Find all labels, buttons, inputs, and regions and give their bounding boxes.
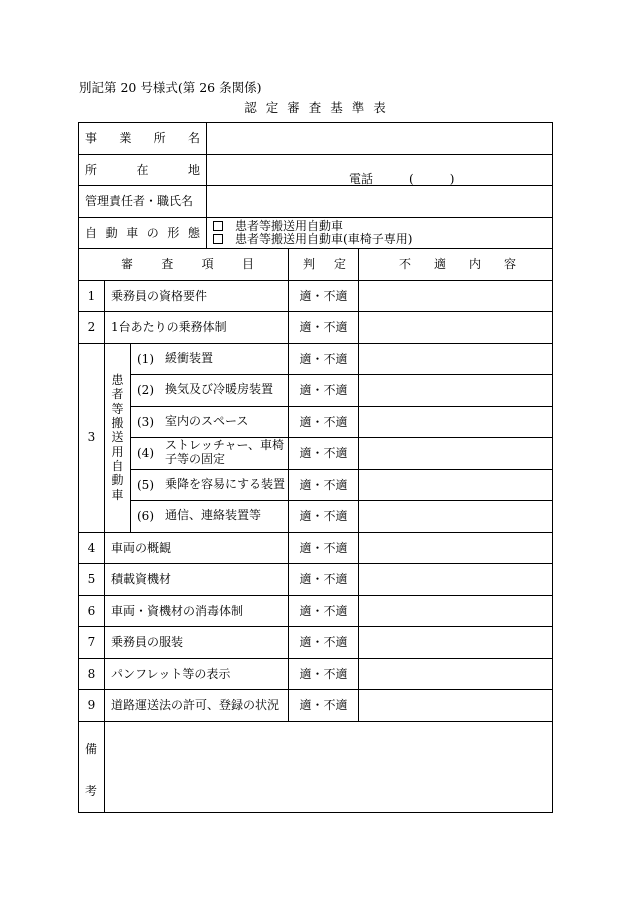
- office-label-char: 所: [153, 131, 166, 146]
- sub-item-label: 緩衝装置: [165, 350, 214, 365]
- judgment-cell[interactable]: 適・不適: [289, 627, 359, 659]
- group-label-char: 等: [111, 401, 124, 416]
- vehicle-type-option[interactable]: [207, 220, 552, 233]
- sub-item: [131, 343, 289, 375]
- item-label: 乗務員の資格要件: [105, 280, 289, 312]
- column-header-judgment-char: 判: [303, 257, 316, 272]
- item-label: パンフレット等の表示: [105, 658, 289, 690]
- remarks-label-char: 考: [85, 783, 98, 798]
- item-number: 7: [79, 627, 105, 659]
- sub-item-label: ストレッチャー、車椅子等の固定: [165, 438, 285, 467]
- sub-item-label: 通信、連絡装置等: [165, 508, 262, 523]
- sub-item: [131, 375, 289, 407]
- vehicle-type-option-label: 患者等搬送用自動車(車椅子専用): [235, 231, 413, 246]
- group-label-char: 送: [111, 430, 124, 445]
- review-criteria-table: [78, 122, 553, 813]
- judgment-cell[interactable]: 適・不適: [289, 280, 359, 312]
- phone-label: 電話: [349, 171, 374, 186]
- judgment-cell[interactable]: 適・不適: [289, 469, 359, 501]
- sub-item-label: 室内のスペース: [165, 413, 249, 428]
- judgment-cell[interactable]: 適・不適: [289, 438, 359, 470]
- office-label-char: 業: [119, 131, 132, 146]
- column-header-deficiency-char: 内: [469, 257, 482, 272]
- judgment-cell[interactable]: 適・不適: [289, 595, 359, 627]
- sub-item: [131, 469, 289, 501]
- vehicle-type-label-char: 車: [126, 225, 139, 240]
- judgment-cell[interactable]: 適・不適: [289, 532, 359, 564]
- column-header-item-char: 目: [241, 257, 254, 272]
- group-label-char: 者: [111, 387, 124, 402]
- sub-item-label: 換気及び冷暖房装置: [165, 382, 274, 397]
- sub-item-number: (5): [137, 477, 154, 492]
- group-label-char: 自: [111, 459, 124, 474]
- column-header-deficiency-char: 不: [399, 257, 412, 272]
- item-label: 道路運送法の許可、登録の状況: [105, 690, 289, 722]
- deficiency-cell[interactable]: [359, 406, 553, 438]
- deficiency-cell[interactable]: [359, 312, 553, 344]
- group-label-vertical: [105, 343, 131, 532]
- vehicle-type-label-char: 態: [187, 225, 200, 240]
- sub-item-number: (2): [137, 383, 154, 398]
- location-field[interactable]: [207, 154, 553, 186]
- judgment-cell[interactable]: 適・不適: [289, 658, 359, 690]
- office-label-char: 事: [85, 131, 98, 146]
- sub-item: [131, 501, 289, 533]
- column-header-deficiency-char: 適: [434, 257, 447, 272]
- remarks-field[interactable]: [105, 721, 553, 812]
- group-label-char: 用: [111, 444, 124, 459]
- judgment-cell[interactable]: 適・不適: [289, 312, 359, 344]
- group-label-char: 車: [111, 487, 124, 502]
- item-number: 1: [79, 280, 105, 312]
- vehicle-type-option[interactable]: [207, 233, 552, 246]
- deficiency-cell[interactable]: [359, 564, 553, 596]
- deficiency-cell[interactable]: [359, 532, 553, 564]
- deficiency-cell[interactable]: [359, 438, 553, 470]
- item-label: 車両・資機材の消毒体制: [105, 595, 289, 627]
- item-number: 9: [79, 690, 105, 722]
- item-number: 4: [79, 532, 105, 564]
- manager-label: 管理責任者・職氏名: [79, 186, 207, 218]
- item-label: 1台あたりの乗務体制: [105, 312, 289, 344]
- vehicle-type-label: [79, 217, 207, 249]
- column-header-deficiency-char: 容: [504, 257, 517, 272]
- sub-item-label: 乗降を容易にする装置: [165, 476, 286, 491]
- item-number: 3: [79, 343, 105, 532]
- sub-item-number: (6): [137, 509, 154, 524]
- judgment-cell[interactable]: 適・不適: [289, 406, 359, 438]
- deficiency-cell[interactable]: [359, 501, 553, 533]
- vehicle-type-label-char: 自: [85, 225, 98, 240]
- location-label-char: 地: [188, 162, 201, 177]
- remarks-label-char: 備: [85, 741, 98, 756]
- vehicle-type-label-char: の: [146, 225, 159, 240]
- item-number: 5: [79, 564, 105, 596]
- column-header-item-char: 査: [161, 257, 174, 272]
- office-label-char: 名: [187, 131, 200, 146]
- judgment-cell[interactable]: 適・不適: [289, 501, 359, 533]
- column-header-item: [79, 249, 289, 281]
- judgment-cell[interactable]: 適・不適: [289, 375, 359, 407]
- location-label: [79, 154, 207, 186]
- judgment-cell[interactable]: 適・不適: [289, 343, 359, 375]
- column-header-item-char: 審: [121, 257, 134, 272]
- column-header-judgment: [289, 249, 359, 281]
- group-label-char: 搬: [111, 415, 124, 430]
- deficiency-cell[interactable]: [359, 375, 553, 407]
- sub-item-number: (4): [137, 446, 154, 461]
- vehicle-type-option-label: 患者等搬送用自動車: [235, 218, 344, 233]
- deficiency-cell[interactable]: [359, 627, 553, 659]
- office-name-field[interactable]: [207, 123, 553, 155]
- item-label: 積載資機材: [105, 564, 289, 596]
- remarks-label: [79, 721, 105, 812]
- column-header-deficiency: [359, 249, 553, 281]
- item-number: 6: [79, 595, 105, 627]
- vehicle-type-options: [207, 217, 553, 249]
- location-label-char: 所: [85, 162, 98, 177]
- deficiency-cell[interactable]: [359, 595, 553, 627]
- deficiency-cell[interactable]: [359, 469, 553, 501]
- deficiency-cell[interactable]: [359, 658, 553, 690]
- phone-area-code-parens: ( ): [409, 171, 455, 186]
- item-label: 乗務員の服装: [105, 627, 289, 659]
- sub-item: [131, 406, 289, 438]
- location-label-char: 在: [136, 162, 149, 177]
- judgment-cell[interactable]: 適・不適: [289, 690, 359, 722]
- checkbox-icon[interactable]: [213, 234, 223, 244]
- vehicle-type-label-char: 形: [167, 225, 180, 240]
- office-label: [79, 123, 207, 155]
- item-label: 車両の概観: [105, 532, 289, 564]
- group-label-char: 患: [111, 372, 124, 387]
- column-header-item-char: 項: [201, 257, 214, 272]
- deficiency-cell[interactable]: [359, 690, 553, 722]
- item-number: 8: [79, 658, 105, 690]
- form-title: 認定審査基準表: [244, 100, 395, 115]
- vehicle-type-label-char: 動: [105, 225, 118, 240]
- deficiency-cell[interactable]: [359, 343, 553, 375]
- sub-item-number: (3): [137, 414, 154, 429]
- deficiency-cell[interactable]: [359, 280, 553, 312]
- judgment-cell[interactable]: 適・不適: [289, 564, 359, 596]
- group-label-char: 動: [111, 473, 124, 488]
- sub-item-number: (1): [137, 351, 154, 366]
- form-number: 別記第 20 号様式(第 26 条関係): [79, 80, 262, 95]
- column-header-judgment-char: 定: [334, 257, 347, 272]
- item-number: 2: [79, 312, 105, 344]
- manager-field[interactable]: [207, 186, 553, 218]
- checkbox-icon[interactable]: [213, 221, 223, 231]
- sub-item: [131, 438, 289, 470]
